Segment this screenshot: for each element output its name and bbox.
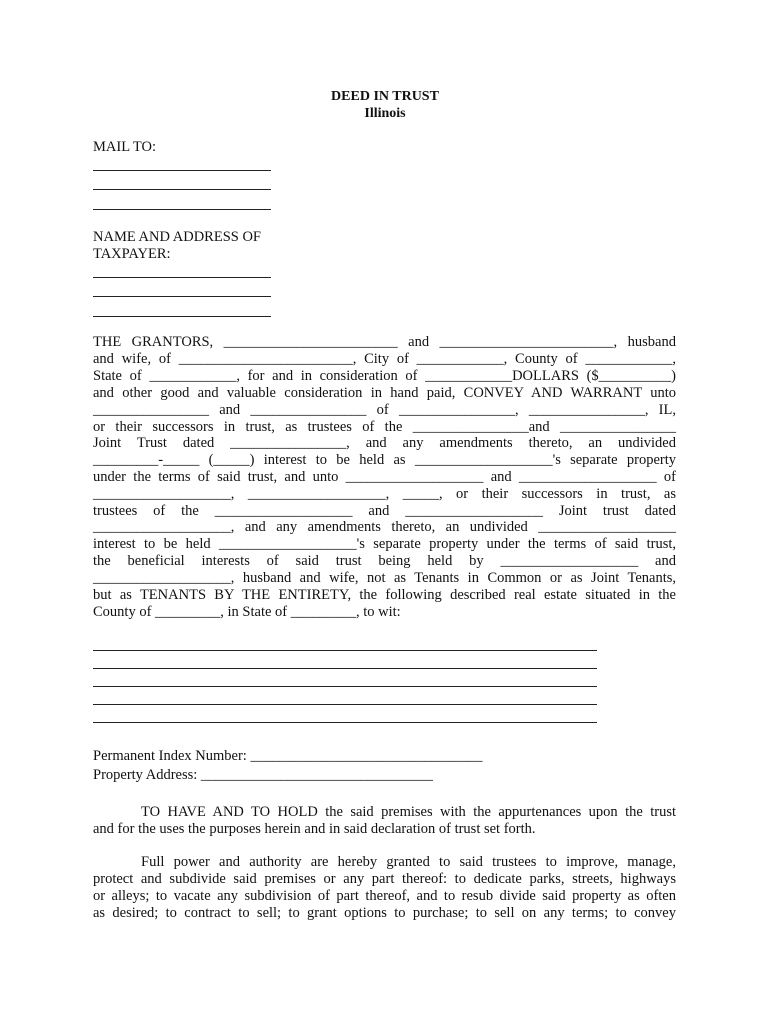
paragraph-line: the beneficial interests of said trust being held by ___________________ and [93, 553, 676, 569]
paragraph-line: THE GRANTORS, ________________________ and ________________________, husband [93, 334, 676, 350]
legal-description-blank-3 [93, 686, 597, 687]
paragraph-line: trustees of the ___________________ and ___________________ Joint trust dated [93, 503, 676, 519]
paragraph-line: protect and subdivide said premises or any part thereof: to dedicate parks, streets, highways [93, 871, 676, 887]
paragraph-line: ___________________, husband and wife, not as Tenants in Common or as Joint Tenants, [93, 570, 676, 586]
paragraph-line: State of ____________, for and in consideration of ____________DOLLARS ($__________) [93, 368, 676, 384]
mail-to-blank-2 [93, 189, 271, 190]
paragraph-line: interest to be held ___________________'s separate property under the terms of said trust, [93, 536, 676, 552]
taxpayer-label-line-1: NAME AND ADDRESS OF [93, 229, 261, 245]
paragraph-line: and wife, of ________________________, City of ____________, County of ____________, [93, 351, 676, 367]
paragraph-line: and other good and valuable consideration in hand paid, CONVEY AND WARRANT unto [93, 385, 676, 401]
legal-description-blank-2 [93, 668, 597, 669]
paragraph-line: and for the uses the purposes herein and in said declaration of trust set forth. [93, 821, 536, 837]
paragraph-line: ___________________, ___________________, _____, or their successors in trust, as [93, 486, 676, 502]
paragraph-line: ________________ and ________________ of ________________, ________________, IL, [93, 402, 676, 418]
mail-to-blank-1 [93, 170, 271, 171]
paragraph-line: Full power and authority are hereby granted to said trustees to improve, manage, [141, 854, 676, 870]
paragraph-line: TO HAVE AND TO HOLD the said premises with the appurtenances upon the trust [141, 804, 676, 820]
paragraph-line: under the terms of said trust, and unto ___________________ and ___________________ of [93, 469, 676, 485]
paragraph-line: or their successors in trust, as trustees of the ________________and ________________ [93, 419, 676, 435]
legal-description-blank-5 [93, 722, 597, 723]
paragraph-line: as desired; to contract to sell; to grant options to purchase; to sell on any terms; to convey [93, 905, 676, 921]
permanent-index-number: Permanent Index Number: ________________________________ [93, 748, 483, 764]
paragraph-line: Joint Trust dated ________________, and any amendments thereto, an undivided [93, 435, 676, 451]
legal-description-blank-1 [93, 650, 597, 651]
taxpayer-label-line-2: TAXPAYER: [93, 246, 171, 262]
paragraph-line: County of _________, in State of _________, to wit: [93, 604, 401, 620]
document-title: DEED IN TRUST [331, 89, 439, 104]
taxpayer-blank-1 [93, 277, 271, 278]
mail-to-blank-3 [93, 209, 271, 210]
property-address: Property Address: ________________________________ [93, 767, 433, 783]
taxpayer-blank-3 [93, 316, 271, 317]
paragraph-line: but as TENANTS BY THE ENTIRETY, the following described real estate situated in the [93, 587, 676, 603]
taxpayer-blank-2 [93, 296, 271, 297]
document-subtitle: Illinois [364, 106, 406, 121]
paragraph-line: ___________________, and any amendments thereto, an undivided ___________________ [93, 519, 676, 535]
legal-description-blank-4 [93, 704, 597, 705]
mail-to-label: MAIL TO: [93, 139, 156, 155]
paragraph-line: _________-_____ (_____) interest to be held as ___________________'s separate property [93, 452, 676, 468]
paragraph-line: or alleys; to vacate any subdivision of part thereof, and to resub divide said property as often [93, 888, 676, 904]
